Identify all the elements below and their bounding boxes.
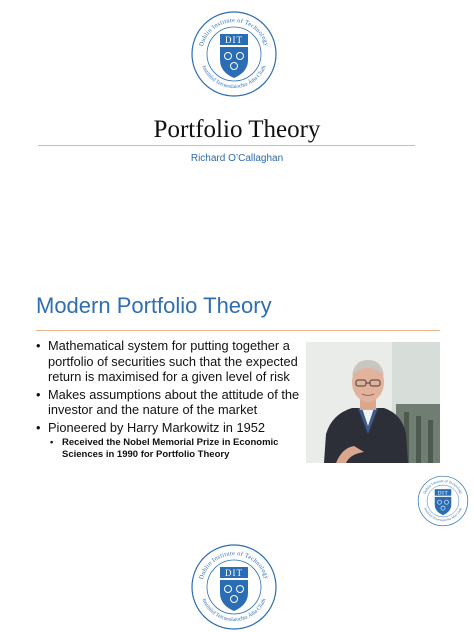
svg-text:Dublin Institute of Technology: Dublin Institute of Technology xyxy=(422,479,464,495)
svg-text:Institiúid Teicneolaíochta Áth: Institiúid Teicneolaíochta Átha Cliath xyxy=(200,597,268,624)
dit-seal-logo xyxy=(190,10,278,98)
bullet-icon: • xyxy=(36,419,41,435)
dit-seal-logo xyxy=(417,475,469,527)
svg-text:DIT: DIT xyxy=(225,35,243,45)
bullet-item: • Makes assumptions about the attitude of the investor and the nature of the market xyxy=(36,386,300,417)
svg-text:Dublin Institute of Technology: Dublin Institute of Technology xyxy=(197,16,271,48)
dit-seal-logo xyxy=(190,543,278,631)
bullet-list xyxy=(36,338,308,462)
svg-text:Institiúid Teicneolaíochta Áth: Institiúid Teicneolaíochta Átha Cliath xyxy=(423,507,463,523)
bullet-icon: • xyxy=(50,437,54,448)
author-name: Richard O’Callaghan xyxy=(190,153,284,164)
portrait-photo xyxy=(306,342,440,463)
bullet-icon: • xyxy=(36,386,41,402)
title-slide xyxy=(0,0,474,281)
sub-bullet-item: • Received the Nobel Memorial Prize in Economic Sciences in 1990 for Portfolio Theory xyxy=(50,437,279,460)
title-divider xyxy=(36,330,440,331)
slide-title: Modern Portfolio Theory xyxy=(36,293,272,318)
svg-text:DIT: DIT xyxy=(437,490,449,497)
bullet-item: • Mathematical system for putting together a portfolio of securities such that the expected return is maximised for a given level of risk xyxy=(36,338,298,384)
slide-title: Portfolio Theory xyxy=(153,116,321,143)
svg-text:Institiúid Teicneolaíochta Áth: Institiúid Teicneolaíochta Átha Cliath xyxy=(200,64,268,91)
sub-bullet-list xyxy=(48,437,308,460)
bullet-icon: • xyxy=(36,338,41,353)
content-slide xyxy=(0,281,474,632)
svg-text:Dublin Institute of Technology: Dublin Institute of Technology xyxy=(197,549,271,581)
bullet-item: • Pioneered by Harry Markowitz in 1952 • Received the Nobel Memorial Prize in Economic Sciences in 1990 for Portfolio Theory xyxy=(36,420,308,461)
svg-text:DIT: DIT xyxy=(225,568,243,578)
title-divider xyxy=(38,145,415,146)
